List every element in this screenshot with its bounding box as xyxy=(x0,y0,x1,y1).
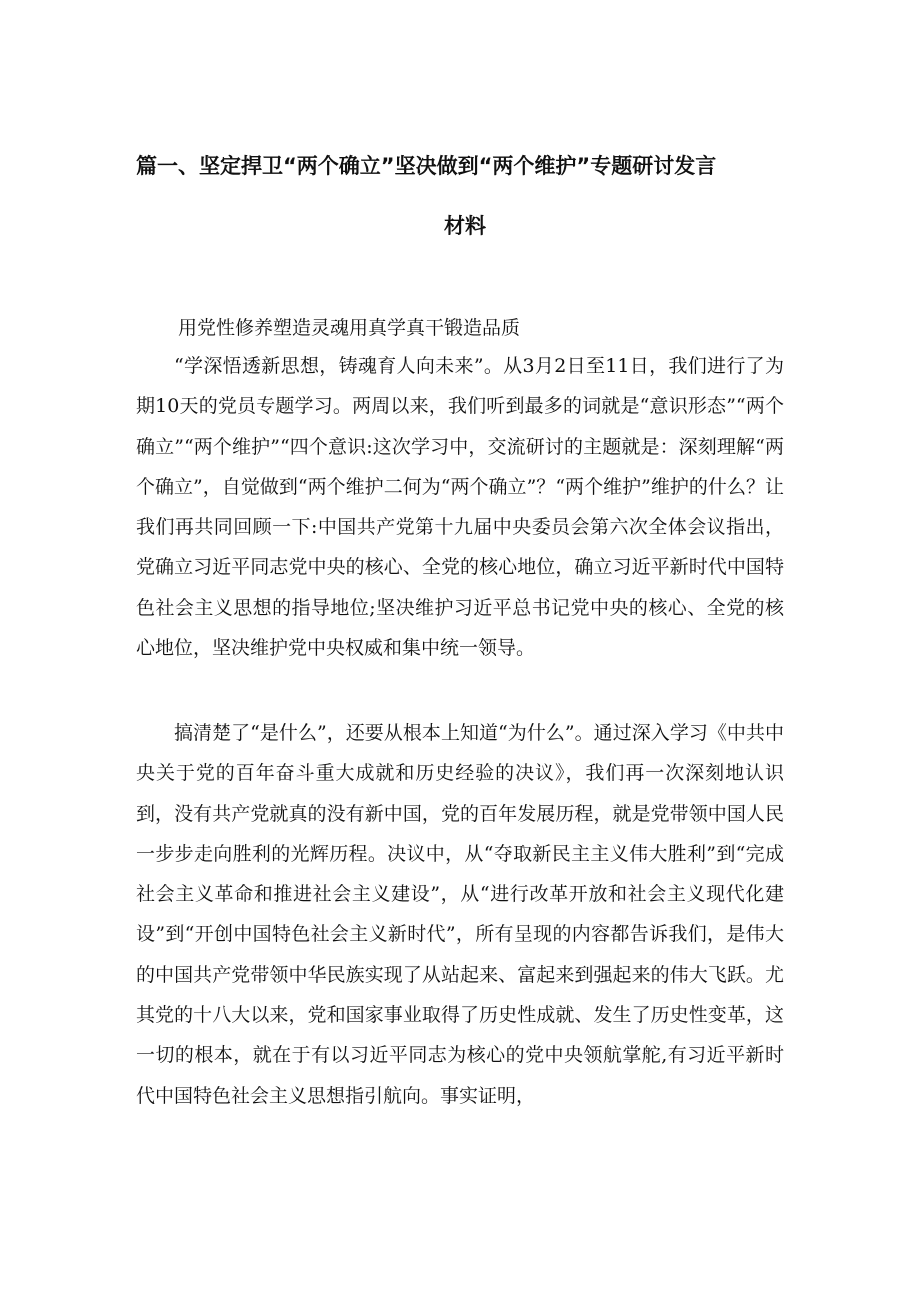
body-paragraph-1: “学深悟透新思想，铸魂育人向未来”。从3月2日至11日，我们进行了为期10天的党员专题学习。两周以来，我们听到最多的词就是“意识形态”“两个确立”“两个维护”“四个意识:这次学习中，交流研讨的主题就是：深刻理解“两个确立”，自觉做到“两个维护二何为“两个确立”？“两个维护”维护的什么？让我们再共同回顾一下:中国共产党第十九届中央委员会第六次全体会议指出，党确立习近平同志党中央的核心、全党的核心地位，确立习近平新时代中国特色社会主义思想的指导地位;坚决维护习近平总书记党中央的核心、全党的核心地位，坚决维护党中央权威和集中统一领导。 xyxy=(136,355,784,660)
document-subtitle: 用党性修养塑造灵魂用真学真干锻造品质 xyxy=(178,317,521,339)
document-title-line-1: 篇一、坚定捍卫“两个确立”坚决做到“两个维护”专题研讨发言 xyxy=(136,154,717,178)
document-title-line-2: 材料 xyxy=(444,214,486,238)
body-paragraph-2: 搞清楚了“是什么”，还要从根本上知道“为什么”。通过深入学习《中共中央关于党的百年奋斗重大成就和历史经验的决议》，我们再一次深刻地认识到，没有共产党就真的没有新中国，党的百年发展历程，就是党带领中国人民一步步走向胜利的光辉历程。决议中，从“夺取新民主主义伟大胜利”到“完成社会主义革命和推进社会主义建设”，从“进行改革开放和社会主义现代化建设”到“开创中国特色社会主义新时代”，所有呈现的内容都告诉我们，是伟大的中国共产党带领中华民族实现了从站起来、富起来到强起来的伟大飞跃。尤其党的十八大以来，党和国家事业取得了历史性成就、发生了历史性变革，这一切的根本，就在于有以习近平同志为核心的党中央领航掌舵,有习近平新时代中国特色社会主义思想指引航向。事实证明， xyxy=(136,722,784,1107)
